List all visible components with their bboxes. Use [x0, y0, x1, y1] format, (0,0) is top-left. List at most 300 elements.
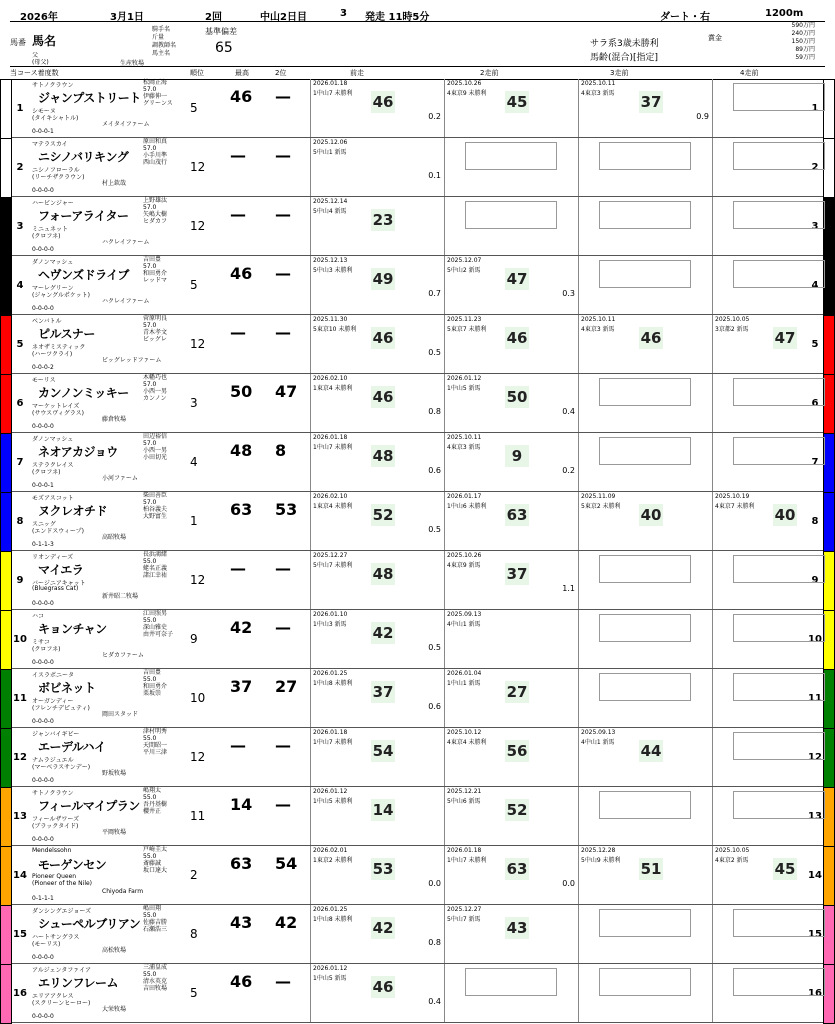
past-race[interactable] [310, 197, 445, 255]
best-figure: 46 [230, 972, 253, 991]
prize-1: 590万円 [791, 22, 815, 29]
race-course: 5東京7 未勝利 [447, 326, 487, 333]
trainer-name: 佐藤吉勝 [143, 919, 168, 926]
carried-weight: 55.0 [143, 735, 157, 742]
sire-name: サトノクラウン [32, 82, 74, 89]
dam-sire-name: (Pioneer of the Nile) [32, 880, 93, 887]
carried-weight: 57.0 [143, 322, 157, 329]
horse-name[interactable]: シューペルブリアン [38, 917, 141, 931]
race-course: 5中山7 新馬 [447, 916, 481, 923]
dam-name: マーレグリーン [32, 285, 74, 292]
trainer-name: 伊藤伸一 [143, 93, 168, 100]
prev1-label: 前走 [350, 69, 364, 77]
owner-name: ビッグレ [143, 336, 167, 343]
sire-name: ダンシングエジョーズ [32, 908, 92, 915]
past-race[interactable] [310, 256, 445, 314]
dam-sire-name: (フレンチデピュティ) [32, 705, 90, 712]
time-diff: 1.1 [562, 584, 575, 593]
time-diff: 0.5 [428, 348, 441, 357]
second-figure: — [275, 795, 291, 814]
carried-weight: 57.0 [143, 381, 157, 388]
race-course: 5中山1 新馬 [313, 149, 347, 156]
empty-race-box [599, 378, 691, 406]
umaban-right: 5 [811, 338, 819, 350]
past-race[interactable] [444, 905, 579, 963]
dam-name: ミサコ [32, 639, 50, 646]
prev2-label: 2走前 [480, 69, 499, 77]
jockey-info [143, 669, 187, 727]
jockey-info [143, 610, 187, 668]
past-race[interactable] [578, 315, 713, 373]
umaban-left: 1 [16, 102, 24, 114]
empty-race-box [599, 260, 691, 288]
carried-weight: 55.0 [143, 794, 157, 801]
second-figure: — [275, 618, 291, 637]
best-figure: 42 [230, 618, 253, 637]
time-diff: 0.2 [562, 466, 575, 475]
dam-sire-name: (モーリス) [32, 941, 61, 948]
owner-name: 西山茂行 [143, 159, 168, 166]
dam-sire-name: (サウスヴィグラス) [32, 410, 84, 417]
breeder-name: 村上欽哉 [102, 180, 127, 187]
umaban-left: 16 [13, 987, 27, 999]
empty-race-box [465, 201, 557, 229]
speed-figure: 52 [372, 506, 394, 524]
trainer-label: 調教師名 [152, 42, 177, 49]
speed-figure: 44 [640, 742, 662, 760]
course-record: 0-0-0-1 [32, 482, 54, 489]
trainer-name: 斎藤誠 [143, 860, 162, 867]
dam-sire-name: (マーベラスサンデー) [32, 764, 91, 771]
trainer-name: 天間昭一 [143, 742, 168, 749]
header-kai: 2回 [205, 12, 222, 23]
umaban-left: 2 [16, 161, 24, 173]
jockey-label: 騎手名 [152, 26, 171, 33]
speed-figure: 37 [640, 93, 662, 111]
horse-row[interactable] [10, 905, 825, 964]
horse-row[interactable] [10, 79, 825, 138]
dam-sire-name: (Bluegrass Cat) [32, 585, 79, 592]
best-figure: 48 [230, 441, 253, 460]
past-race[interactable] [310, 492, 445, 550]
course-record: 0-0-0-0 [32, 718, 54, 725]
umaban-left: 13 [13, 810, 27, 822]
mother-father-label: (母父) [32, 59, 49, 66]
race-course: 5中山3 未勝利 [313, 267, 353, 274]
jockey-name: 津村明秀 [143, 728, 168, 735]
carried-weight: 57.0 [143, 204, 157, 211]
carried-weight: 55.0 [143, 853, 157, 860]
dam-name: スニッグ [32, 521, 56, 528]
past-race[interactable] [578, 846, 713, 904]
horse-name[interactable]: カンノンミッキー [38, 386, 129, 400]
race-course: 1中山6 未勝利 [447, 503, 487, 510]
header-start: 発走 11時5分 [365, 12, 430, 23]
jockey-name: 菅原明良 [143, 315, 168, 322]
owner-name: 吉田牧場 [143, 985, 168, 992]
sire-name: ベンバトル [32, 318, 62, 325]
jockey-name: 原田和真 [143, 138, 168, 145]
empty-race-box [733, 791, 825, 819]
jockey-name: 吉田豊 [143, 669, 162, 676]
breeder-name: 新井昭二牧場 [102, 593, 139, 600]
race-date: 2025.12.27 [447, 906, 482, 913]
sire-name: ダノンマッシュ [32, 259, 74, 266]
second-figure: 53 [275, 500, 298, 519]
rank-value: 12 [190, 219, 206, 233]
time-diff: 0.2 [428, 112, 441, 121]
dam-sire-name: (リーチザクラウン) [32, 174, 85, 181]
column-header [10, 66, 825, 80]
horse-name[interactable]: フィールマイプラン [38, 799, 140, 813]
horse-name[interactable]: エーデルハイ [38, 740, 106, 754]
empty-race-slot [712, 905, 835, 963]
rank-value: 9 [190, 632, 198, 646]
speed-figure: 56 [506, 742, 528, 760]
past-race[interactable] [310, 964, 445, 1022]
prize-2: 240万円 [791, 30, 815, 37]
horse-name[interactable]: キョンチャン [38, 622, 107, 636]
time-diff: 0.0 [428, 879, 441, 888]
time-diff: 0.5 [428, 525, 441, 534]
jockey-info [143, 138, 187, 196]
base-dev-block [205, 22, 285, 66]
past-race[interactable] [444, 610, 579, 668]
dam-name: ステラクレイス [32, 462, 74, 469]
horse-name[interactable]: フォーアライター [38, 209, 129, 223]
past-race[interactable] [444, 256, 579, 314]
course-record: 0-0-0-2 [32, 364, 54, 371]
speed-figure: 37 [372, 683, 394, 701]
race-course: 4東京2 新馬 [715, 857, 749, 864]
rank-value: 8 [190, 927, 198, 941]
breeder-name: 高昭牧場 [102, 534, 127, 541]
empty-race-box [733, 732, 825, 760]
past-race[interactable] [444, 787, 579, 845]
past-race[interactable] [310, 551, 445, 609]
past-race[interactable] [444, 492, 579, 550]
course-record: 0-0-0-0 [32, 600, 54, 607]
past-race[interactable] [444, 374, 579, 432]
dam-sire-name: (エンドスウィープ) [32, 528, 84, 535]
past-race[interactable] [444, 79, 579, 137]
dam-sire-name: (タイキシャトル) [32, 115, 79, 122]
horse-row[interactable] [10, 787, 825, 846]
breeder-name: Chiyoda Farm [102, 888, 144, 895]
dam-name: マーケットレイズ [32, 403, 80, 410]
speed-figure: 42 [372, 624, 394, 642]
speed-figure: 46 [372, 978, 394, 996]
umaban-right: 8 [811, 515, 819, 527]
race-date: 2025.10.05 [715, 847, 750, 854]
course-record: 0-1-1-3 [32, 541, 54, 548]
trainer-name: 深山雅史 [143, 624, 168, 631]
time-diff: 0.0 [562, 879, 575, 888]
second-figure: 27 [275, 677, 298, 696]
race-date: 2025.10.11 [581, 80, 616, 87]
jockey-info [143, 492, 187, 550]
past-race[interactable] [578, 728, 713, 786]
horse-name[interactable]: ボビネット [38, 681, 96, 695]
umaban-left: 7 [16, 456, 24, 468]
second-figure: — [275, 146, 291, 165]
best-figure: 43 [230, 913, 253, 932]
horse-row[interactable] [10, 610, 825, 669]
past-race[interactable] [444, 669, 579, 727]
horse-name[interactable]: ネオアカジョウ [38, 445, 118, 459]
race-course: 1中山7 未勝利 [447, 857, 487, 864]
race-date: 2026.01.18 [313, 434, 348, 441]
sire-name: アルジェンタファイア [32, 967, 91, 974]
speed-figure: 47 [774, 329, 796, 347]
past-race[interactable] [310, 846, 445, 904]
empty-race-slot [444, 197, 579, 255]
past-race[interactable] [310, 79, 445, 137]
umaban-left: 8 [16, 515, 24, 527]
owner-name: 櫻井正 [143, 808, 162, 815]
horse-row[interactable] [10, 433, 825, 492]
dam-sire-name: (クロフネ) [32, 646, 61, 653]
speed-figure: 52 [506, 801, 528, 819]
jockey-info [143, 787, 187, 845]
jockey-info [143, 79, 187, 137]
race-course: 1中山5 新馬 [447, 385, 481, 392]
horse-name[interactable]: ニシノバリキング [38, 150, 129, 164]
horse-name[interactable]: ピルスナー [38, 327, 95, 341]
umaban-left: 12 [13, 751, 27, 763]
best-figure: 46 [230, 87, 253, 106]
umaban-right: 4 [811, 279, 819, 291]
horse-row[interactable] [10, 256, 825, 315]
horse-name-label: 馬名 [32, 34, 57, 48]
past-race[interactable] [712, 492, 835, 550]
umaban-right: 16 [808, 987, 822, 999]
jockey-name: 松岡正海 [143, 79, 168, 86]
past-race[interactable] [310, 138, 445, 196]
past-race[interactable] [310, 315, 445, 373]
rank-value: 1 [190, 514, 198, 528]
empty-race-box [599, 614, 691, 642]
race-date: 2025.10.11 [447, 434, 482, 441]
sire-name: ハコ [32, 613, 45, 620]
empty-race-box [733, 201, 825, 229]
owner-name: カンノン [143, 395, 167, 402]
horse-row[interactable] [10, 197, 825, 256]
owner-name: 栗坂崇 [143, 690, 162, 697]
horse-name[interactable]: モーゲンセン [38, 858, 107, 872]
horse-name[interactable]: エリンフレーム [38, 976, 119, 990]
horse-row[interactable] [10, 669, 825, 728]
umaban-left: 9 [16, 574, 24, 586]
time-diff: 0.3 [562, 289, 575, 298]
best-figure: 46 [230, 264, 253, 283]
speed-figure: 43 [506, 919, 528, 937]
speed-figure: 46 [372, 93, 394, 111]
umaban-right: 3 [811, 220, 819, 232]
race-date: 2026.01.18 [313, 80, 348, 87]
umaban-right: 12 [808, 751, 822, 763]
empty-race-slot [578, 905, 713, 963]
race-course: 1東京4 未勝利 [313, 503, 353, 510]
empty-race-slot [578, 669, 713, 727]
past-race[interactable] [310, 728, 445, 786]
speed-figure: 37 [506, 565, 528, 583]
jockey-info [143, 374, 187, 432]
dam-name: ミニュネット [32, 226, 69, 233]
race-date: 2025.10.05 [715, 316, 750, 323]
empty-race-slot [578, 197, 713, 255]
empty-race-box [733, 437, 825, 465]
jockey-info [143, 256, 187, 314]
jockey-info [143, 197, 187, 255]
trainer-name: 吾丹基樹 [143, 801, 168, 808]
past-race[interactable] [578, 79, 713, 137]
best-figure: — [230, 323, 246, 342]
race-date: 2025.09.13 [581, 729, 616, 736]
empty-race-slot [712, 79, 835, 137]
speed-figure: 46 [640, 329, 662, 347]
past-race[interactable] [444, 551, 579, 609]
horse-row[interactable] [10, 138, 825, 197]
horse-row[interactable] [10, 315, 825, 374]
umaban-left: 5 [16, 338, 24, 350]
sire-name: モズアスコット [32, 495, 74, 502]
time-diff: 0.5 [428, 643, 441, 652]
best-label: 最高 [235, 69, 249, 77]
past-race[interactable] [310, 433, 445, 491]
speed-figure: 50 [506, 388, 528, 406]
time-diff: 0.6 [428, 466, 441, 475]
horse-name[interactable]: ジャンプストリート [38, 91, 141, 105]
breeder-name: 藤倉牧場 [102, 416, 127, 423]
empty-race-slot [444, 964, 579, 1022]
time-diff: 0.8 [428, 407, 441, 416]
prize-label: 賞金 [708, 34, 722, 42]
sire-name: Mendelssohn [32, 847, 72, 854]
header-surface: ダート・右 [660, 12, 710, 23]
horse-row[interactable] [10, 846, 825, 905]
horse-row[interactable] [10, 492, 825, 551]
rank-value: 11 [190, 809, 206, 823]
sire-name: ジャンバイギビー [32, 731, 80, 738]
empty-race-slot [712, 374, 835, 432]
empty-race-box [733, 83, 825, 111]
rank-value: 4 [190, 455, 198, 469]
empty-race-box [599, 673, 691, 701]
time-diff: 0.9 [696, 112, 709, 121]
speed-figure: 46 [372, 388, 394, 406]
owner-name: ヒダカフ [143, 218, 168, 225]
jockey-info [143, 846, 187, 904]
jockey-name: 三浦皇成 [143, 964, 168, 971]
race-date: 2025.12.27 [313, 552, 348, 559]
course-record: 0-0-0-0 [32, 659, 54, 666]
empty-race-box [465, 142, 557, 170]
prize-4: 89万円 [795, 46, 815, 53]
rank-value: 3 [190, 396, 198, 410]
horse-name[interactable]: ヘヴンズドライブ [38, 268, 129, 282]
empty-race-box [733, 142, 825, 170]
trainer-name: 小手川準 [143, 152, 168, 159]
course-record: 0-1-1-1 [32, 895, 54, 902]
race-date: 2025.11.09 [581, 493, 616, 500]
past-race[interactable] [310, 905, 445, 963]
empty-race-slot [712, 197, 835, 255]
prev4-label: 4走前 [740, 69, 759, 77]
carried-weight: 55.0 [143, 676, 157, 683]
breeder-name: 小河ファーム [102, 475, 138, 482]
race-course: 3京都2 新馬 [715, 326, 749, 333]
course-record: 0-0-0-0 [32, 187, 54, 194]
jockey-info [143, 964, 187, 1022]
speed-figure: 45 [506, 93, 528, 111]
empty-race-slot [712, 551, 835, 609]
past-race[interactable] [578, 492, 713, 550]
race-date: 2025.11.30 [313, 316, 348, 323]
horse-row[interactable] [10, 374, 825, 433]
race-date: 2025.10.11 [581, 316, 616, 323]
rank-value: 12 [190, 573, 206, 587]
past-race[interactable] [444, 433, 579, 491]
horse-name[interactable]: マイエラ [38, 563, 84, 577]
breeder-name: メイタイファーム [102, 121, 150, 128]
header-year: 2026年 [20, 12, 58, 23]
trainer-name: 小西一男 [143, 447, 168, 454]
past-race[interactable] [310, 374, 445, 432]
course-record: 0-0-0-0 [32, 1013, 54, 1020]
empty-race-slot [712, 433, 835, 491]
race-date: 2026.01.25 [313, 906, 348, 913]
horse-name[interactable]: ヌクレオチド [38, 504, 108, 518]
carried-weight: 55.0 [143, 617, 157, 624]
past-race[interactable] [310, 787, 445, 845]
race-date: 2026.02.10 [313, 493, 348, 500]
second-figure: 47 [275, 382, 298, 401]
speed-figure: 9 [505, 445, 529, 467]
race-date: 2025.12.14 [313, 198, 348, 205]
past-race[interactable] [712, 846, 835, 904]
time-diff: 0.4 [428, 997, 441, 1006]
speed-figure: 48 [372, 565, 394, 583]
dam-name: ナムラジュエル [32, 757, 74, 764]
dam-name: オーガンディー [32, 698, 74, 705]
empty-race-slot [712, 138, 835, 196]
past-race[interactable] [310, 669, 445, 727]
umaban-left: 6 [16, 397, 24, 409]
race-course: 4東京3 新馬 [581, 326, 615, 333]
header-race-no: 3 [340, 8, 347, 19]
second-figure: — [275, 736, 291, 755]
race-date: 2025.10.19 [715, 493, 750, 500]
past-race[interactable] [444, 315, 579, 373]
past-race[interactable] [444, 728, 579, 786]
owner-name: 由井可奈子 [143, 631, 174, 638]
past-race[interactable] [310, 610, 445, 668]
owner-name: 小田切光 [143, 454, 168, 461]
horse-row[interactable] [10, 728, 825, 787]
best-figure: — [230, 146, 246, 165]
rank-value: 10 [190, 691, 206, 705]
past-race[interactable] [712, 315, 835, 373]
past-race[interactable] [444, 846, 579, 904]
horse-row[interactable] [10, 551, 825, 610]
second-figure: — [275, 972, 291, 991]
empty-race-box [733, 968, 825, 996]
speed-figure: 23 [372, 211, 394, 229]
empty-race-slot [578, 551, 713, 609]
trainer-name: 青木孝文 [143, 329, 168, 336]
horse-row[interactable] [10, 964, 825, 1023]
